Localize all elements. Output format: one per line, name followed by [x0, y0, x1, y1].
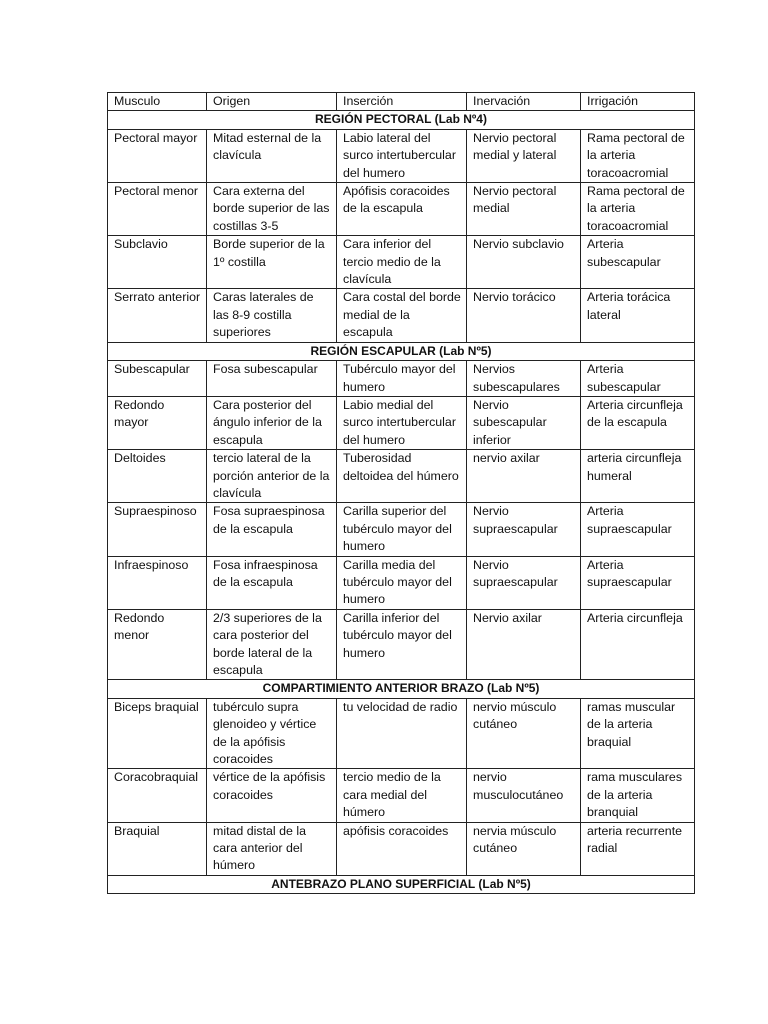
- table-row-redondo-menor: [108, 609, 695, 680]
- table-row-braquial: [108, 822, 695, 875]
- header-insercion: Inserción: [337, 93, 467, 111]
- cell-insercion: Labio lateral del surco intertubercular del humero: [337, 129, 467, 182]
- cell-irrigacion: Arteria circunfleja de la escapula: [581, 396, 695, 449]
- header-irrigacion: Irrigación: [581, 93, 695, 111]
- section-title: ANTEBRAZO PLANO SUPERFICIAL (Lab Nº5): [108, 875, 695, 893]
- cell-irrigacion: Arteria supraescapular: [581, 503, 695, 556]
- cell-irrigacion: arteria recurrente radial: [581, 822, 695, 875]
- cell-origen: Fosa subescapular: [207, 361, 337, 397]
- muscle-table: [107, 92, 695, 894]
- cell-musculo: Deltoides: [108, 450, 207, 503]
- cell-inervacion: Nervio pectoral medial: [467, 183, 581, 236]
- cell-irrigacion: Arteria subescapular: [581, 236, 695, 289]
- cell-musculo: Subescapular: [108, 361, 207, 397]
- cell-irrigacion: ramas muscular de la arteria braquial: [581, 698, 695, 769]
- table-row-coracobraquial: [108, 769, 695, 822]
- section-row: [108, 111, 695, 129]
- cell-inervacion: Nervio axilar: [467, 609, 581, 680]
- cell-musculo: Biceps braquial: [108, 698, 207, 769]
- cell-origen: Caras laterales de las 8-9 costilla superiores: [207, 289, 337, 342]
- cell-insercion: Carilla superior del tubérculo mayor del humero: [337, 503, 467, 556]
- table-row-supraespinoso: [108, 503, 695, 556]
- cell-musculo: Pectoral menor: [108, 183, 207, 236]
- cell-musculo: Braquial: [108, 822, 207, 875]
- cell-insercion: Cara inferior del tercio medio de la clavícula: [337, 236, 467, 289]
- cell-musculo: Redondo menor: [108, 609, 207, 680]
- cell-insercion: Apófisis coracoides de la escapula: [337, 183, 467, 236]
- cell-origen: tubérculo supra glenoideo y vértice de la apófisis coracoides: [207, 698, 337, 769]
- cell-musculo: Coracobraquial: [108, 769, 207, 822]
- cell-origen: Cara externa del borde superior de las costillas 3-5: [207, 183, 337, 236]
- cell-musculo: Infraespinoso: [108, 556, 207, 609]
- cell-musculo: Redondo mayor: [108, 396, 207, 449]
- cell-musculo: Subclavio: [108, 236, 207, 289]
- cell-inervacion: Nervio subclavio: [467, 236, 581, 289]
- cell-inervacion: Nervios subescapulares: [467, 361, 581, 397]
- cell-origen: Borde superior de la 1º costilla: [207, 236, 337, 289]
- section-title: REGIÓN PECTORAL (Lab Nº4): [108, 111, 695, 129]
- cell-inervacion: Nervio subescapular inferior: [467, 396, 581, 449]
- cell-musculo: Supraespinoso: [108, 503, 207, 556]
- table-header-row: [108, 93, 695, 111]
- cell-origen: Fosa supraespinosa de la escapula: [207, 503, 337, 556]
- cell-insercion: Carilla media del tubérculo mayor del humero: [337, 556, 467, 609]
- cell-irrigacion: Arteria subescapular: [581, 361, 695, 397]
- cell-inervacion: nervio músculo cutáneo: [467, 698, 581, 769]
- cell-inervacion: nervia músculo cutáneo: [467, 822, 581, 875]
- cell-insercion: Carilla inferior del tubérculo mayor del humero: [337, 609, 467, 680]
- cell-origen: vértice de la apófisis coracoides: [207, 769, 337, 822]
- cell-origen: mitad distal de la cara anterior del húmero: [207, 822, 337, 875]
- cell-irrigacion: Arteria supraescapular: [581, 556, 695, 609]
- table-row-redondo-mayor: [108, 396, 695, 449]
- cell-irrigacion: Rama pectoral de la arteria toracoacromial: [581, 183, 695, 236]
- header-origen: Origen: [207, 93, 337, 111]
- cell-insercion: Cara costal del borde medial de la escapula: [337, 289, 467, 342]
- section-title: REGIÓN ESCAPULAR (Lab Nº5): [108, 342, 695, 360]
- cell-musculo: Pectoral mayor: [108, 129, 207, 182]
- cell-irrigacion: rama musculares de la arteria branquial: [581, 769, 695, 822]
- table-row-pectoral-menor: [108, 183, 695, 236]
- cell-irrigacion: Rama pectoral de la arteria toracoacromial: [581, 129, 695, 182]
- cell-origen: 2/3 superiores de la cara posterior del borde lateral de la escapula: [207, 609, 337, 680]
- document-page: [107, 92, 694, 894]
- header-inervacion: Inervación: [467, 93, 581, 111]
- table-row-subescapular: [108, 361, 695, 397]
- cell-irrigacion: Arteria torácica lateral: [581, 289, 695, 342]
- cell-insercion: tu velocidad de radio: [337, 698, 467, 769]
- section-row: [108, 875, 695, 893]
- table-row-serrato-anterior: [108, 289, 695, 342]
- cell-inervacion: Nervio pectoral medial y lateral: [467, 129, 581, 182]
- section-row: [108, 680, 695, 698]
- cell-musculo: Serrato anterior: [108, 289, 207, 342]
- cell-insercion: tercio medio de la cara medial del húmero: [337, 769, 467, 822]
- table-row-subclavio: [108, 236, 695, 289]
- table-body: [108, 111, 695, 894]
- cell-insercion: Tubérculo mayor del humero: [337, 361, 467, 397]
- table-row-biceps-braquial: [108, 698, 695, 769]
- cell-origen: Cara posterior del ángulo inferior de la escapula: [207, 396, 337, 449]
- table-row-pectoral-mayor: [108, 129, 695, 182]
- table-row-deltoides: [108, 450, 695, 503]
- cell-origen: Mitad esternal de la clavícula: [207, 129, 337, 182]
- cell-insercion: apófisis coracoides: [337, 822, 467, 875]
- header-musculo: Musculo: [108, 93, 207, 111]
- section-row: [108, 342, 695, 360]
- cell-inervacion: Nervio supraescapular: [467, 503, 581, 556]
- cell-origen: Fosa infraespinosa de la escapula: [207, 556, 337, 609]
- cell-inervacion: Nervio supraescapular: [467, 556, 581, 609]
- cell-origen: tercio lateral de la porción anterior de la clavícula: [207, 450, 337, 503]
- cell-inervacion: Nervio torácico: [467, 289, 581, 342]
- table-row-infraespinoso: [108, 556, 695, 609]
- cell-insercion: Tuberosidad deltoidea del húmero: [337, 450, 467, 503]
- cell-insercion: Labio medial del surco intertubercular del humero: [337, 396, 467, 449]
- section-title: COMPARTIMIENTO ANTERIOR BRAZO (Lab Nº5): [108, 680, 695, 698]
- cell-inervacion: nervio axilar: [467, 450, 581, 503]
- cell-irrigacion: Arteria circunfleja: [581, 609, 695, 680]
- cell-irrigacion: arteria circunfleja humeral: [581, 450, 695, 503]
- cell-inervacion: nervio musculocutáneo: [467, 769, 581, 822]
